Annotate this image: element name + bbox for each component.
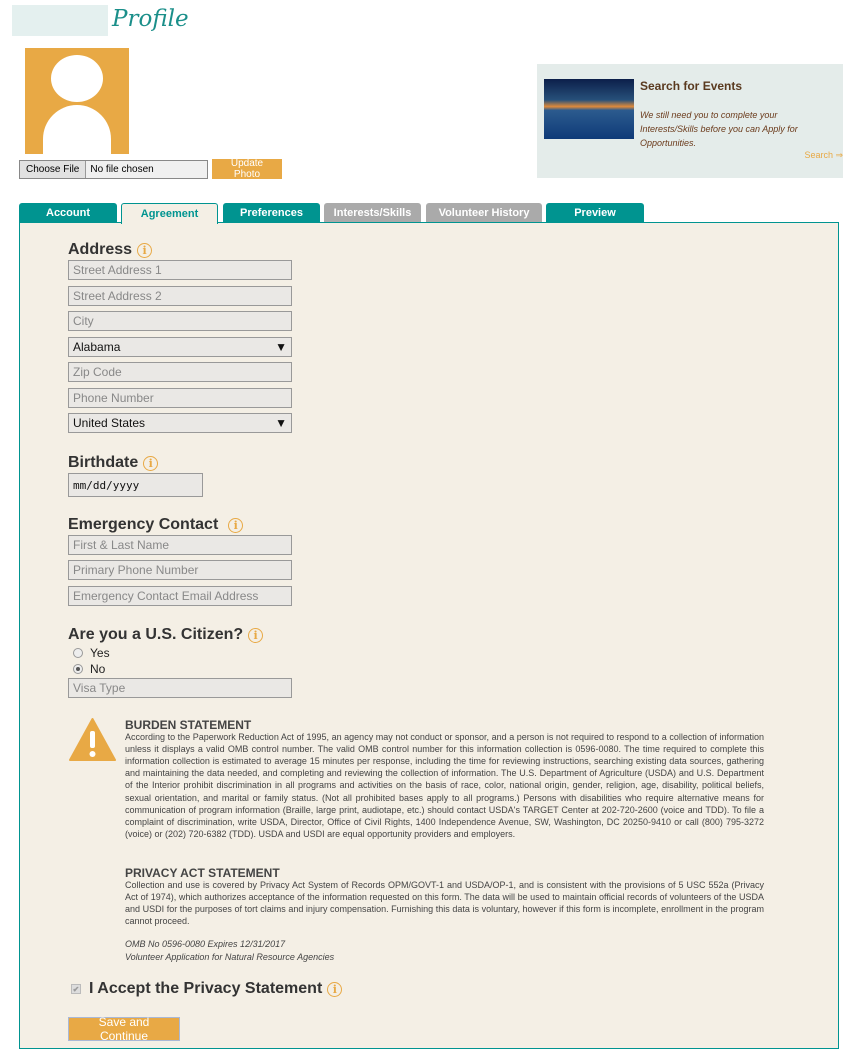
street1-input[interactable]: Street Address 1 — [68, 260, 292, 280]
info-icon[interactable]: i — [248, 628, 263, 643]
file-status: No file chosen — [90, 164, 154, 175]
burden-statement — [125, 719, 764, 840]
zip-input[interactable]: Zip Code — [68, 362, 292, 382]
search-events-panel — [537, 64, 843, 178]
burden-text: According to the Paperwork Reduction Act of 1995, an agency may not conduct or sponsor, and a person is not required to respond to a collection of information unless it displays a valid OMB control number. The valid OMB control number for this information collection is 0596-0080. The time required to complete this information collection is estimated to average 15 minutes per response, including the time for reviewing instructions, searching existing data sources, gathering and maintaining the data needed, and completing and reviewing the collection of information. The U.S. Department of Agriculture (USDA) and U.S. Department of the Interior prohibit discrimination in all programs and activities on the basis of race, color, national origin, gender, religion, age, disability, political beliefs, sexual orientation, and marital or family status. (Not all prohibited bases apply to all programs.) Persons with disabilities who require alternative means for communication of program information (Braille, large print, audiotape, etc.) should contact USDA's TARGET Center at 202-720-2600 (voice and TDD). To file a complaint of discrimination, write USDA, Director, Office of Civil Rights, 1400 Independence Avenue, SW, Washington, DC 20250-9410 or call (800) 795-3272 (voice) or (202) 720-6382 (TDD). USDA and USDI are equal opportunity providers and employers. — [125, 732, 764, 839]
tab-volunteer-history[interactable]: Volunteer History — [426, 203, 542, 223]
search-link[interactable]: Search ⇒ — [804, 150, 843, 160]
address-heading — [68, 241, 152, 259]
emergency-heading-text: Emergency Contact — [68, 516, 219, 533]
update-photo-button[interactable]: Update Photo — [212, 159, 282, 179]
city-input[interactable]: City — [68, 311, 292, 331]
no-label: No — [90, 662, 106, 676]
avatar — [25, 48, 129, 154]
emergency-heading — [68, 516, 243, 534]
accept-privacy — [71, 980, 342, 998]
privacy-heading: PRIVACY ACT STATEMENT — [125, 866, 280, 880]
birthdate-heading — [68, 454, 158, 472]
privacy-statement — [125, 867, 764, 963]
info-icon[interactable]: i — [228, 518, 243, 533]
phone-input[interactable]: Phone Number — [68, 388, 292, 408]
search-events-text: We still need you to complete your Interests/Skills before you can Apply for Opportunities. — [640, 110, 798, 148]
save-and-continue-button[interactable]: Save and Continue — [68, 1017, 180, 1041]
lake-sunset-image — [544, 79, 634, 139]
file-input[interactable] — [19, 160, 208, 179]
emergency-email-input[interactable]: Emergency Contact Email Address — [68, 586, 292, 606]
application-name: Volunteer Application for Natural Resource Agencies — [125, 951, 335, 962]
state-value: Alabama — [73, 340, 121, 354]
burden-heading: BURDEN STATEMENT — [125, 718, 252, 732]
address-heading-text: Address — [68, 241, 133, 258]
page-title: Profile — [112, 6, 189, 32]
accept-checkbox[interactable]: ✔ — [72, 984, 80, 994]
info-icon[interactable]: i — [327, 982, 342, 997]
privacy-text: Collection and use is covered by Privacy Act System of Records OPM/GOVT-1 and USDA/OP-1, and is consistent with the provisions of 5 USC 552a (Privacy Act of 1974), which authorizes acceptance of the information requested on this form. The data will be used to maintain official records of volunteers of the USDA and USDI for the purposes of tort claims and injury compensation. Furnishing this data is voluntary, however if this form is incomplete, enrollment in the program cannot proceed. — [125, 880, 764, 927]
info-icon[interactable]: i — [143, 456, 158, 471]
yes-label: Yes — [90, 646, 110, 660]
birthdate-heading-text: Birthdate — [68, 454, 139, 471]
street2-input[interactable]: Street Address 2 — [68, 286, 292, 306]
chevron-down-icon: ▼ — [275, 416, 287, 430]
warning-icon — [69, 717, 116, 761]
emergency-phone-input[interactable]: Primary Phone Number — [68, 560, 292, 580]
tab-account[interactable]: Account — [19, 203, 117, 223]
omb-number: OMB No 0596-0080 Expires 12/31/2017 — [125, 939, 286, 950]
country-select[interactable] — [68, 413, 292, 433]
tab-preferences[interactable]: Preferences — [223, 203, 320, 223]
accept-label: I Accept the Privacy Statement — [89, 980, 323, 997]
birthdate-input[interactable]: mm/dd/yyyy — [68, 473, 203, 497]
citizen-heading-text: Are you a U.S. Citizen? — [68, 626, 244, 643]
emergency-name-input[interactable]: First & Last Name — [68, 535, 292, 555]
search-events-title: Search for Events — [640, 79, 743, 93]
tab-interests-skills[interactable]: Interests/Skills — [324, 203, 421, 223]
chevron-down-icon: ▼ — [275, 340, 287, 354]
tab-agreement[interactable]: Agreement — [121, 203, 218, 224]
blurred-name — [12, 5, 108, 36]
citizen-no-radio[interactable] — [73, 662, 105, 676]
state-select[interactable] — [68, 337, 292, 357]
country-value: United States — [73, 416, 146, 430]
citizen-yes-radio[interactable] — [73, 646, 110, 660]
visa-type-input[interactable]: Visa Type — [68, 678, 292, 698]
citizen-heading — [68, 626, 263, 644]
info-icon[interactable]: i — [137, 243, 152, 258]
tab-preview[interactable]: Preview — [546, 203, 644, 223]
choose-file-button[interactable]: Choose File — [20, 161, 86, 178]
